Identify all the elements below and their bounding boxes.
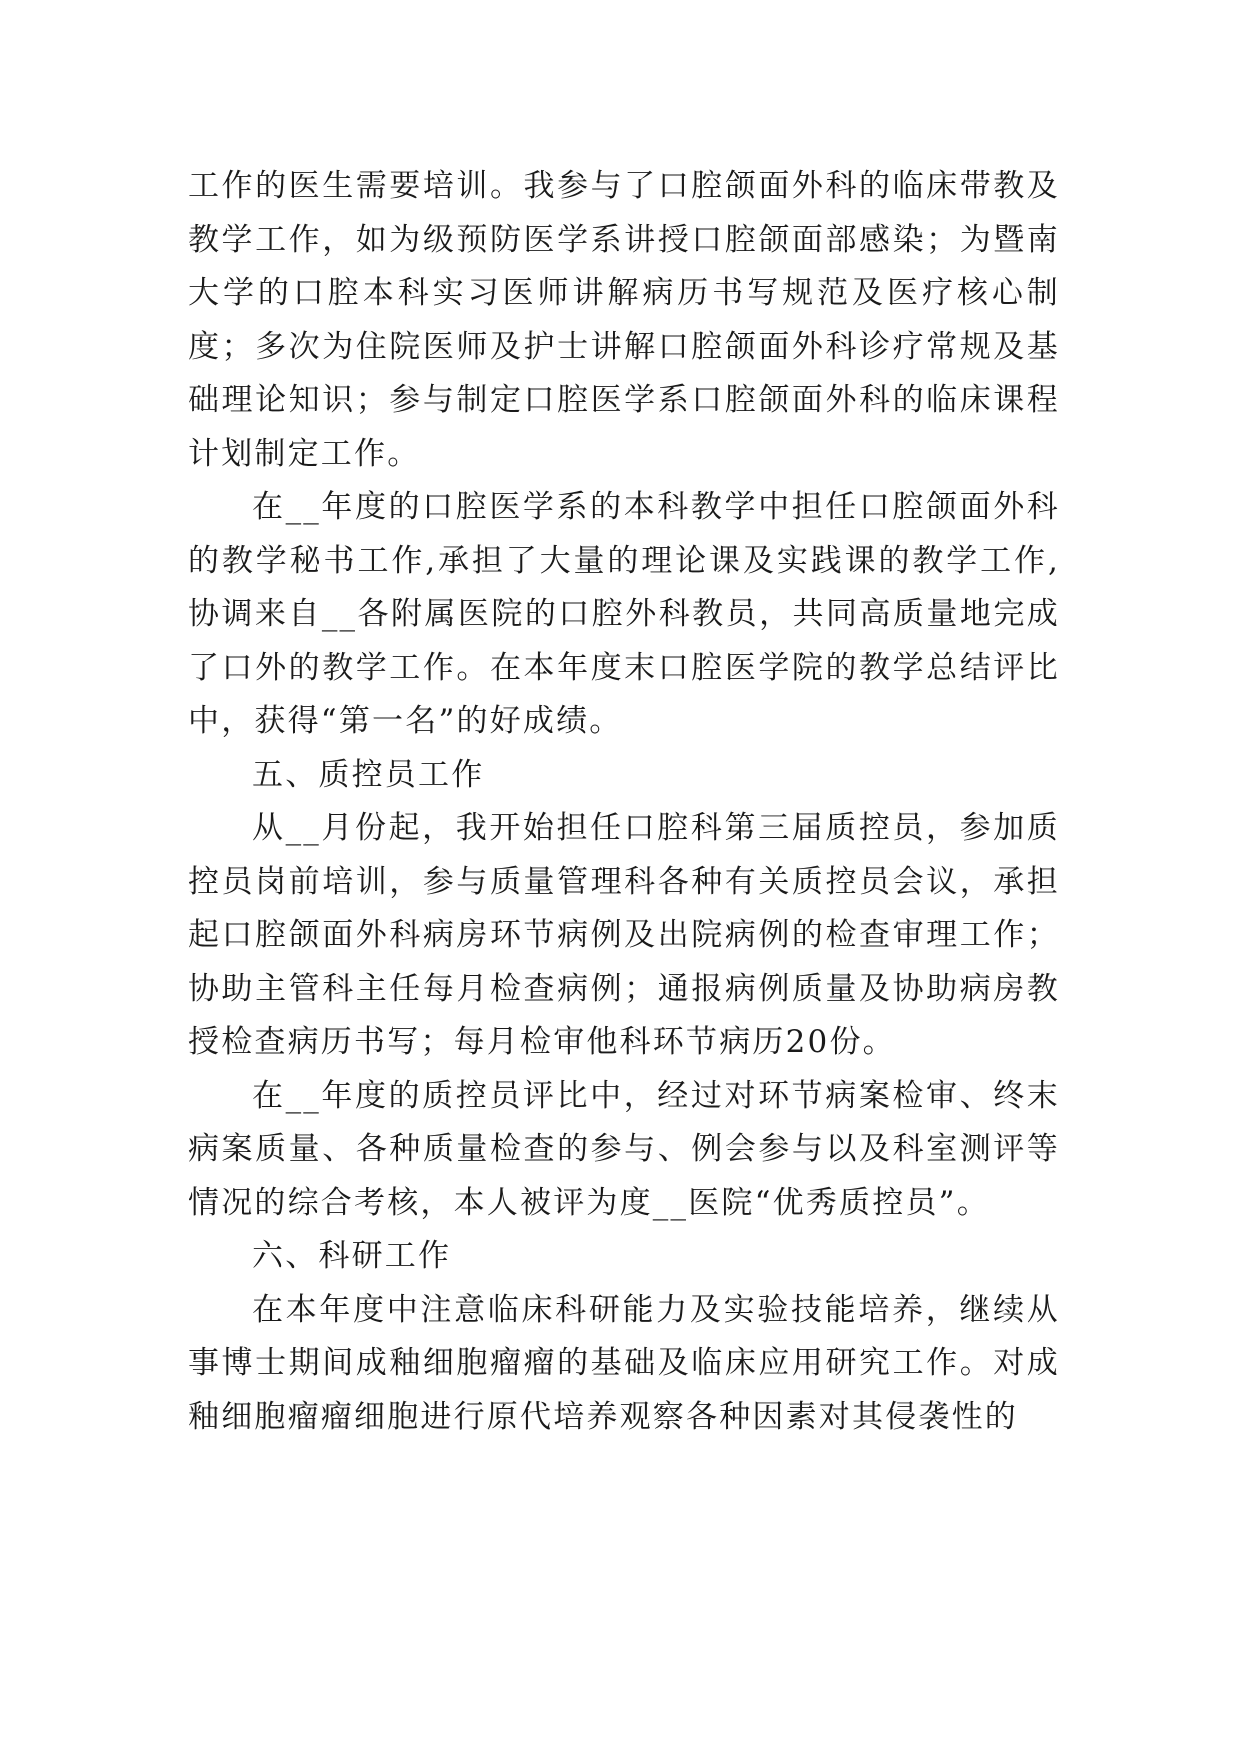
section-heading-quality-control: 五、质控员工作 — [252, 756, 485, 793]
paragraph-quality-control-duties: 从__月份起，我开始担任口腔科第三届质控员，参加质控员岗前培训，参与质量管理科各种有关质控员会议，承担起口腔颌面外科病房环节病例及出院病例的检查审理工作；协助主管科主任每月检查病例；通报病例质量及协助病房教授检查病历书写；每月检审他科环节病历20份。 — [188, 810, 1060, 1060]
section-heading-research: 六、科研工作 — [252, 1238, 452, 1274]
paragraph-quality-control-award: 在__年度的质控员评比中，经过对环节病案检审、终末病案质量、各种质量检查的参与、例会参与以及科室测评等情况的综合考核，本人被评为度__医院“优秀质控员”。 — [188, 1077, 1060, 1221]
paragraph-research-work: 在本年度中注意临床科研能力及实验技能培养，继续从事博士期间成釉细胞瘤瘤的基础及临床应用研究工作。对成釉细胞瘤瘤细胞进行原代培养观察各种因素对其侵袭性的 — [188, 1291, 1060, 1435]
document-body — [188, 160, 1060, 1444]
paragraph-teaching-duties: 工作的医生需要培训。我参与了口腔颌面外科的临床带教及教学工作，如为级预防医学系讲授口腔颌面部感染；为暨南大学的口腔本科实习医师讲解病历书写规范及医疗核心制度；多次为住院医师及护士讲解口腔颌面外科诊疗常规及基础理论知识；参与制定口腔医学系口腔颌面外科的临床课程计划制定工作。 — [188, 168, 1060, 472]
paragraph-teaching-secretary: 在__年度的口腔医学系的本科教学中担任口腔颌面外科的教学秘书工作,承担了大量的理论课及实践课的教学工作,协调来自__各附属医院的口腔外科教员，共同高质量地完成了口外的教学工作。在本年度末口腔医学院的教学总结评比中，获得“第一名”的好成绩。 — [188, 489, 1060, 739]
